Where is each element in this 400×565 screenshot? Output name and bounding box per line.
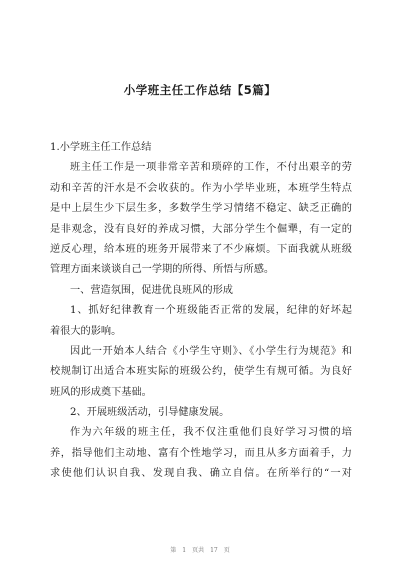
footer-total-pages: 17 <box>210 547 218 554</box>
section-heading: 1.小学班主任工作总结 <box>50 142 152 153</box>
footer-suffix: 页 <box>223 547 230 554</box>
document-body <box>50 138 352 485</box>
paragraph-line: 是非观念，没有良好的养成习惯，大部分学生个倔犟，有一定的 <box>50 223 352 235</box>
subsection-heading: 一、营造氛围，促进优良班风的形成 <box>70 284 233 296</box>
paragraph-line: 管理方面来谈谈自己一学期的所得、所悟与所感。 <box>50 264 275 276</box>
paragraph-line: 1、抓好纪律教育一个班级能否正常的发展，纪律的好坏起 <box>70 305 352 317</box>
paragraph-line: 作为六年级的班主任，我不仅注重他们良好学习习惯的培 <box>70 427 352 439</box>
document-title: 小学班主任工作总结【5篇】 <box>123 83 277 97</box>
page-footer <box>0 545 400 554</box>
footer-page-number: 1 <box>182 547 187 554</box>
paragraph-line: 班主任工作是一项非常辛苦和琐碎的工作，不付出艰辛的劳 <box>70 162 352 174</box>
footer-prefix: 第 <box>170 547 177 554</box>
paragraph-line: 着很大的影响。 <box>50 325 122 337</box>
paragraph-line: 因此一开始本人结合《小学生守则》、《小学生行为规范》和 <box>70 345 352 357</box>
paragraph-line: 动和辛苦的汗水是不会收获的。作为小学毕业班，本班学生特点 <box>50 182 352 194</box>
paragraph-line: 是中上层生少下层生多，多数学生学习情绪不稳定、缺乏正确的 <box>50 203 352 215</box>
paragraph-line: 班风的形成奠下基础。 <box>50 386 152 398</box>
paragraph-line: 求使他们认识自我、发现自我、确立自信。在所举行的“一对 <box>50 468 352 480</box>
paragraph-line: 养，指导他们主动地、富有个性地学习，而且从多方面着手，力 <box>50 447 352 459</box>
paragraph-line: 校规制订出适合本班实际的班级公约，使学生有规可循。为良好 <box>50 366 352 378</box>
paragraph-line: 逆反心理，给本班的班务开展带来了不少麻烦。下面我就从班级 <box>50 243 352 255</box>
footer-mid: 页共 <box>192 547 205 554</box>
subsection-heading: 2、开展班级活动，引导健康发展。 <box>70 407 230 419</box>
